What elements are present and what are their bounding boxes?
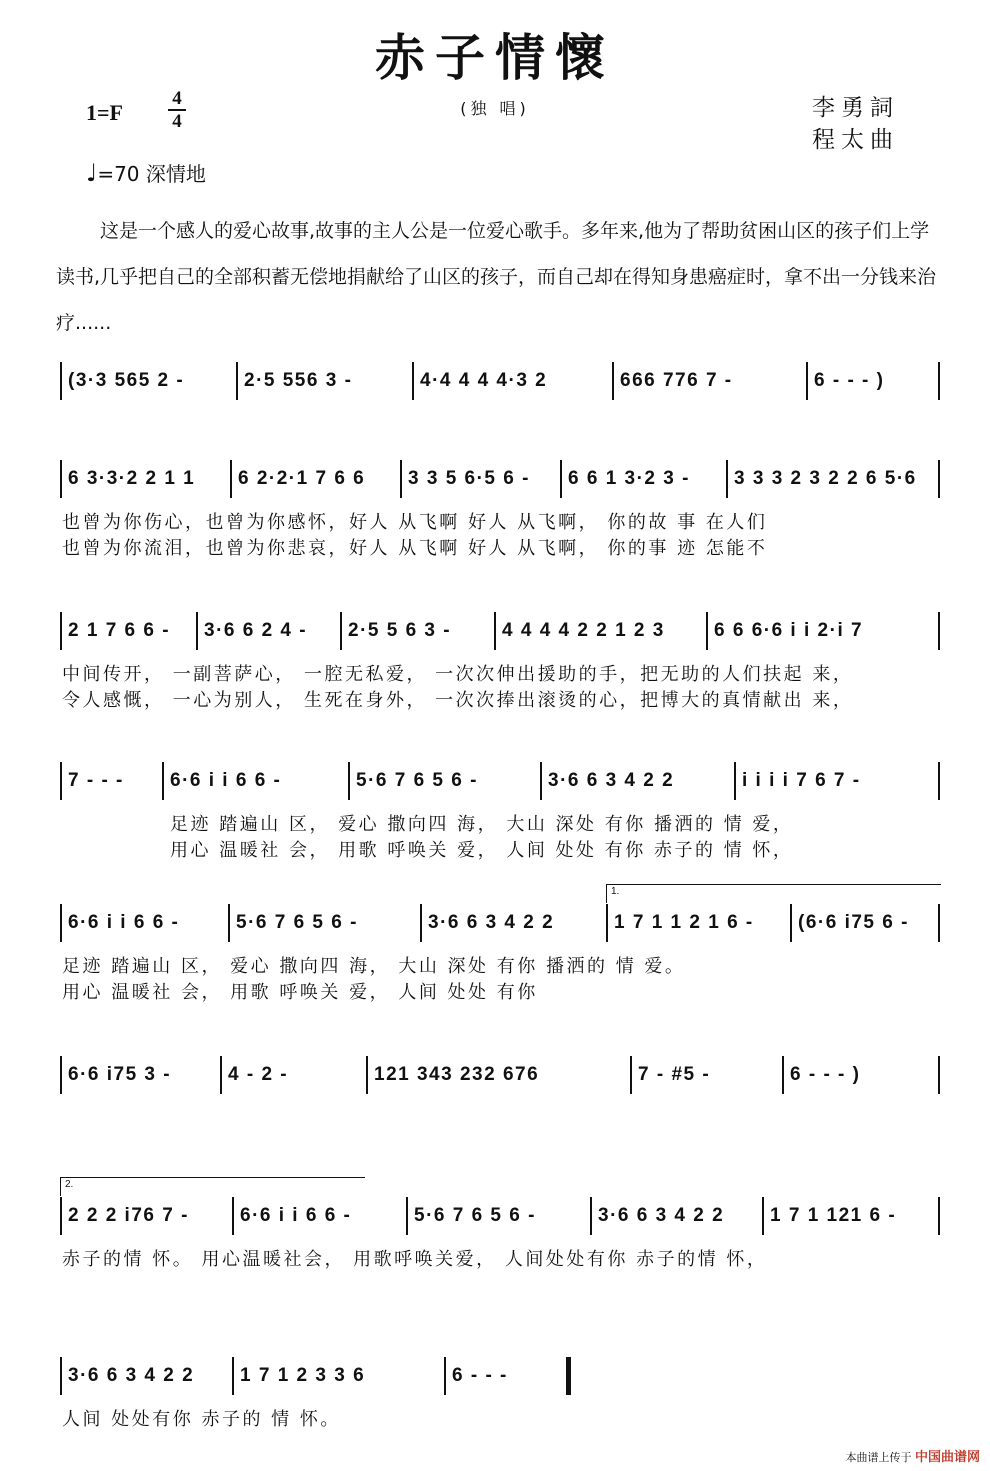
barline: [340, 612, 342, 650]
barline: [162, 762, 164, 800]
barline: [220, 1056, 222, 1094]
lyric-line: 用心 温暖社 会， 用歌 呼唤关 爱， 人间 处处 有你 赤子的 情 怀，: [170, 840, 794, 861]
barline: [412, 362, 414, 400]
measure: 6 - - -: [452, 1365, 508, 1386]
measure: 7 - - -: [68, 770, 124, 791]
measure: 3·6 6 3 4 2 2: [548, 770, 675, 791]
upload-note: 本曲谱上传于: [845, 1451, 912, 1464]
measure: 2 1 7 6 6 -: [68, 620, 171, 641]
measure: 6 3·3·2 2 1 1: [68, 468, 196, 489]
measure: 666 776 7 -: [620, 370, 733, 391]
barline: [938, 1197, 940, 1235]
barline: [406, 1197, 408, 1235]
measure: 5·6 7 6 5 6 -: [236, 912, 358, 933]
lyric-line: 足迹 踏遍山 区， 爱心 撒向四 海， 大山 深处 有你 播洒的 情 爱。: [62, 956, 686, 977]
measure: 3·6 6 3 4 2 2: [428, 912, 555, 933]
measure: (3·3 565 2 -: [68, 370, 185, 391]
lyric-line: 足迹 踏遍山 区， 爱心 撒向四 海， 大山 深处 有你 播洒的 情 爱，: [170, 814, 794, 835]
measure: 4 - 2 -: [228, 1064, 289, 1085]
measure: i i i i 7 6 7 -: [742, 770, 861, 791]
barline: [348, 762, 350, 800]
barline: [236, 362, 238, 400]
lyricist: 李勇詞: [812, 95, 899, 121]
barline: [606, 904, 608, 942]
barline: [612, 362, 614, 400]
barline: [938, 1056, 940, 1094]
measure: 4 4 4 4 2 2 1 2 3: [502, 620, 665, 641]
barline: [706, 612, 708, 650]
barline: [762, 1197, 764, 1235]
quarter-note-icon: ♩: [86, 159, 98, 187]
meter-bottom: 4: [172, 111, 182, 132]
measure: 6·6 i i 6 6 -: [68, 912, 180, 933]
measure: 4·4 4 4 4·3 2: [420, 370, 548, 391]
meter-top: 4: [172, 88, 182, 109]
barline: [60, 1056, 62, 1094]
volta-bracket: 1.: [606, 884, 941, 903]
lyric-line: 赤子的情 怀。 用心温暖社会， 用歌呼唤关爱， 人间处处有你 赤子的情 怀，: [62, 1249, 768, 1270]
measure: 6 - - - ): [790, 1064, 861, 1085]
measure: 6 2·2·1 7 6 6: [238, 468, 366, 489]
lyric-line: 中间传开， 一副菩萨心， 一腔无私爱， 一次次伸出援助的手，把无助的人们扶起 来，: [62, 664, 854, 685]
barline: [400, 460, 402, 498]
barline: [420, 904, 422, 942]
barline: [938, 460, 940, 498]
footer: [845, 1446, 980, 1465]
measure: 6·6 i75 3 -: [68, 1064, 172, 1085]
barline: [560, 460, 562, 498]
final-barline: [566, 1357, 571, 1395]
barline: [232, 1357, 234, 1395]
barline: [60, 904, 62, 942]
barline: [726, 460, 728, 498]
tempo-marking: [86, 158, 206, 187]
measure: 5·6 7 6 5 6 -: [356, 770, 478, 791]
barline: [806, 362, 808, 400]
measure: 1 7 1 121 6 -: [770, 1205, 897, 1226]
composer: 程太曲: [812, 127, 899, 153]
barline: [60, 612, 62, 650]
measure: 121 343 232 676: [374, 1064, 540, 1085]
barline: [228, 904, 230, 942]
measure: 6 6 6·6 i i 2·i 7: [714, 620, 864, 641]
measure: (6·6 i75 6 -: [798, 912, 909, 933]
measure: 3·6 6 2 4 -: [204, 620, 308, 641]
measure: 5·6 7 6 5 6 -: [414, 1205, 536, 1226]
song-subtitle: (独 唱): [460, 99, 530, 118]
site-logo: 中国曲谱网: [914, 1450, 980, 1465]
volta-bracket: 2.: [60, 1177, 365, 1196]
measure: 3·6 6 3 4 2 2: [598, 1205, 725, 1226]
lyric-line: 令人感慨， 一心为别人， 生死在身外， 一次次捧出滚烫的心，把博大的真情献出 来，: [62, 690, 854, 711]
measure: 2·5 5 6 3 -: [348, 620, 452, 641]
barline: [590, 1197, 592, 1235]
barline: [938, 612, 940, 650]
barline: [938, 904, 940, 942]
barline: [494, 612, 496, 650]
barline: [60, 362, 62, 400]
barline: [782, 1056, 784, 1094]
barline: [790, 904, 792, 942]
measure: 1 7 1 2 3 3 6: [240, 1365, 366, 1386]
tempo-text: =70 深情地: [97, 162, 206, 186]
key-signature: 1=F: [86, 100, 123, 125]
barline: [60, 762, 62, 800]
measure: 6 6 1 3·2 3 -: [568, 468, 690, 489]
barline: [60, 460, 62, 498]
barline: [630, 1056, 632, 1094]
measure: 6·6 i i 6 6 -: [170, 770, 282, 791]
barline: [366, 1056, 368, 1094]
lyric-line: 也曾为你流泪，也曾为你悲哀，好人 从飞啊 好人 从飞啊， 你的事 迹 怎能不: [62, 538, 768, 559]
measure: 3 3 5 6·5 6 -: [408, 468, 530, 489]
barline: [444, 1357, 446, 1395]
measure: 3 3 3 2 3 2 2 6 5·6: [734, 468, 917, 489]
measure: 3·6 6 3 4 2 2: [68, 1365, 195, 1386]
time-signature: [168, 88, 186, 132]
measure: 2·5 556 3 -: [244, 370, 353, 391]
intro-paragraph: 这是一个感人的爱心故事,故事的主人公是一位爱心歌手。多年来,他为了帮助贫困山区的孩子们上学读书,几乎把自己的全部积蓄无偿地捐献给了山区的孩子，而自己却在得知身患癌症时，拿不出一分钱来治疗......: [56, 220, 937, 334]
barline: [540, 762, 542, 800]
measure: 1 7 1 1 2 1 6 -: [614, 912, 754, 933]
barline: [734, 762, 736, 800]
measure: 6·6 i i 6 6 -: [240, 1205, 352, 1226]
barline: [230, 460, 232, 498]
measure: 7 - #5 -: [638, 1064, 711, 1085]
measure: 6 - - - ): [814, 370, 885, 391]
barline: [60, 1357, 62, 1395]
lyric-line: 也曾为你伤心，也曾为你感怀，好人 从飞啊 好人 从飞啊， 你的故 事 在人们: [62, 512, 768, 533]
song-title: 赤子情懷: [375, 28, 615, 87]
barline: [232, 1197, 234, 1235]
barline: [938, 762, 940, 800]
barline: [938, 362, 940, 400]
credits: [812, 92, 899, 156]
lyric-line: 人间 处处有你 赤子的 情 怀。: [62, 1409, 341, 1430]
barline: [60, 1197, 62, 1235]
measure: 2 2 2 i76 7 -: [68, 1205, 189, 1226]
barline: [196, 612, 198, 650]
lyric-line: 用心 温暖社 会， 用歌 呼唤关 爱， 人间 处处 有你: [62, 982, 538, 1003]
